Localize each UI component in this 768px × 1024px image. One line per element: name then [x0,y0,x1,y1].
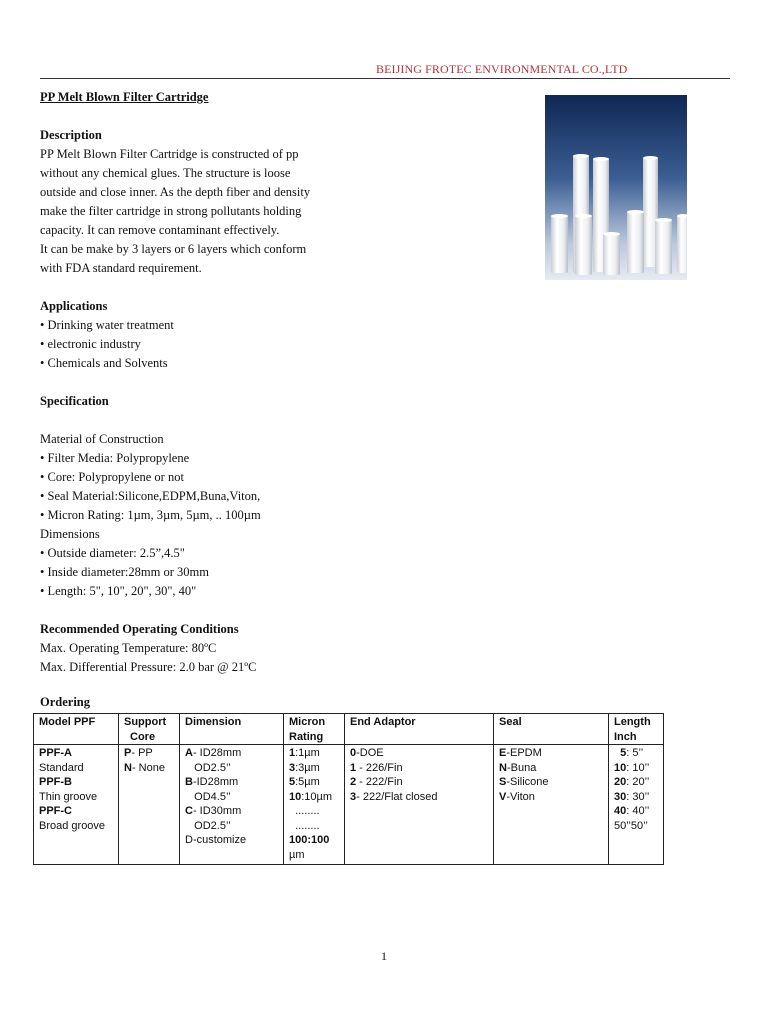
application-item: • electronic industry [40,337,141,351]
option-text: - ID28mm [192,747,242,759]
option-text: : 20’’ [626,776,650,788]
header-line: End Adaptor [350,716,416,728]
option-line [614,790,658,805]
option-code: 5 [289,776,296,788]
filter-cartridges-photo [545,95,687,280]
dimension-item: • Inside diameter:28mm or 30mm [40,565,209,579]
option-text: - 222/Fin [356,776,403,788]
option-line [39,819,113,834]
header-line: Support [124,716,167,728]
filter-cartridge-shape [551,215,568,273]
option-line [185,761,278,776]
option-text: OD2.5’’ [185,761,231,774]
description-line: capacity. It can remove contaminant effectively. [40,223,280,237]
option-text: -Viton [506,790,535,803]
option-text: - 226/Fin [356,761,403,774]
header-line: Core [130,730,156,743]
cell-dimension-options [180,745,284,865]
page-number: 1 [381,949,387,963]
option-line [289,746,339,761]
header-line: Seal [499,716,522,728]
description-line: outside and close inner. As the depth fiber and density [40,185,311,199]
option-code: P [124,747,132,759]
filter-cartridges-illustration [545,95,687,280]
operating-condition: Max. Differential Pressure: 2.0 bar @ 21ºC [40,660,257,674]
filter-cartridge-top [575,214,592,218]
header-end-adaptor [345,714,494,745]
description-text [40,145,520,278]
material-heading: Material of Construction [40,432,164,446]
material-item: • Filter Media: Polypropylene [40,451,190,465]
cell-seal-options [494,745,609,865]
header-seal [494,714,609,745]
header-support-core [119,714,180,745]
material-item: • Seal Material:Silicone,EDPM,Buna,Viton, [40,489,261,503]
filter-cartridge-shape [677,215,687,273]
filter-cartridge-top [603,232,620,236]
option-line [350,775,488,790]
option-line [185,790,278,805]
filter-cartridge-top [593,157,609,161]
description-line: make the filter cartridge in strong pollutants holding [40,204,302,218]
cell-model-options [34,745,119,865]
filter-cartridge-top [551,214,568,218]
application-item: • Chemicals and Solvents [40,356,168,370]
option-code: B [185,776,193,788]
option-text: ........ [289,819,320,832]
option-code: 10 [614,761,627,774]
header-line: Model PPF [39,716,96,728]
option-line [350,746,488,761]
option-line [614,819,658,834]
option-code: 3 [289,761,296,774]
option-line [350,761,488,776]
option-line [185,804,278,819]
option-line [39,746,113,761]
option-line [499,790,603,805]
option-code: S [499,776,507,788]
header-rule [40,78,730,79]
option-text: Broad groove [39,819,106,832]
option-line [499,746,603,761]
ordering-header-row [34,714,664,745]
applications-heading: Applications [40,299,108,313]
option-text: :10µm [301,790,333,803]
cell-length-options [609,745,664,865]
option-line [499,761,603,776]
description-line: without any chemical glues. The structure is loose [40,166,291,180]
option-line [614,761,658,776]
operating-conditions-heading: Recommended Operating Conditions [40,622,239,636]
option-text: 50’’50’’ [614,819,648,832]
description-heading: Description [40,128,102,142]
option-code: N [124,761,132,774]
option-text: D-customize [185,834,247,846]
option-line [185,775,278,790]
option-code: E [499,747,507,759]
ordering-options-row [34,745,664,865]
option-line [185,746,278,761]
option-code: 3 [350,790,357,803]
option-code: 0 [350,747,357,759]
option-line [39,804,113,819]
option-text: - ID30mm [192,805,242,817]
filter-cartridge-top [643,156,658,160]
option-text: : 30’’ [626,790,650,803]
option-line [499,775,603,790]
option-line [289,790,339,805]
filter-cartridge-shape [627,211,644,273]
option-code: V [499,790,507,803]
header-dimension [180,714,284,745]
option-text: -Silicone [506,776,549,788]
filter-cartridge-shape [655,219,672,274]
option-code: N [499,761,507,774]
option-line [289,848,339,863]
header-line: Dimension [185,716,242,728]
option-code: 5 [614,747,627,759]
option-text: µm [289,848,305,861]
option-text: : 40’’ [626,805,650,817]
option-code: 100:100 [289,834,330,846]
filter-cartridge-top [573,154,589,158]
option-line [289,761,339,776]
option-line [614,775,658,790]
option-text: OD2.5’’ [185,819,231,832]
option-line [614,804,658,819]
option-code: 1 [350,761,357,774]
option-text: - None [131,761,165,774]
filter-cartridge-shape [603,233,620,275]
option-line [39,761,113,776]
option-text: -Buna [506,761,537,774]
option-line [124,746,174,761]
option-text: -DOE [356,747,384,759]
option-line [289,775,339,790]
option-code: PPF-C [39,805,72,817]
option-line [614,746,658,761]
header-line: Inch [614,730,637,743]
option-line [350,790,488,805]
option-code: 20 [614,776,627,788]
header-model [34,714,119,745]
option-text: -EPDM [506,747,542,759]
option-line [39,775,113,790]
document-body [40,88,520,677]
ordering-heading: Ordering [40,695,90,709]
option-code: 1 [289,747,296,759]
header-line: Micron [289,716,326,728]
option-line [124,761,174,776]
option-text: :1µm [295,747,320,759]
option-line [39,790,113,805]
option-text: :5µm [295,776,320,788]
option-text: - PP [131,747,153,759]
option-text: Standard [39,761,84,774]
cell-micron-rating-options [284,745,345,865]
specification-heading: Specification [40,394,109,408]
cell-end-adaptor-options [345,745,494,865]
description-line: with FDA standard requirement. [40,261,202,275]
option-code: A [185,747,193,759]
header-line: Rating [289,730,324,743]
header-company-name: BEIJING FROTEC ENVIRONMENTAL CO.,LTD [376,62,628,76]
option-text: Thin groove [39,790,98,803]
option-text: -ID28mm [192,776,239,788]
header-micron-rating [284,714,345,745]
header-length-inch [609,714,664,745]
header-line: Length [614,716,651,728]
filter-cartridge-top [627,210,644,214]
description-line: PP Melt Blown Filter Cartridge is constructed of pp [40,147,299,161]
option-code: 40 [614,805,627,817]
filter-cartridge-shape [575,215,592,275]
option-line [185,833,278,848]
option-line [289,804,339,819]
option-code: 10 [289,790,302,803]
option-code: 2 [350,776,357,788]
option-line [185,819,278,834]
filter-cartridge-top [655,218,672,222]
dimensions-heading: Dimensions [40,527,100,541]
option-code: 30 [614,790,627,803]
application-item: • Drinking water treatment [40,318,174,332]
material-item: • Micron Rating: 1µm, 3µm, 5µm, .. 100µm [40,508,261,522]
operating-condition: Max. Operating Temperature: 80ºC [40,641,217,655]
option-text: :3µm [295,761,320,774]
option-line [289,819,339,834]
description-line: It can be make by 3 layers or 6 layers which conform [40,242,307,256]
option-code: PPF-B [39,776,72,788]
option-code: C [185,805,193,817]
option-text: - 222/Flat closed [356,790,438,803]
option-text: : 10’’ [626,761,650,774]
document-title: PP Melt Blown Filter Cartridge [40,90,209,104]
ordering-table [33,713,664,865]
option-text: : 5’’ [626,747,644,759]
cell-support-core-options [119,745,180,865]
dimension-item: • Length: 5", 10", 20", 30", 40" [40,584,197,598]
material-item: • Core: Polypropylene or not [40,470,184,484]
option-text: ........ [289,805,320,817]
option-line [289,833,339,848]
option-code: PPF-A [39,747,72,759]
option-text: OD4.5’’ [185,790,231,803]
dimension-item: • Outside diameter: 2.5”,4.5" [40,546,185,560]
